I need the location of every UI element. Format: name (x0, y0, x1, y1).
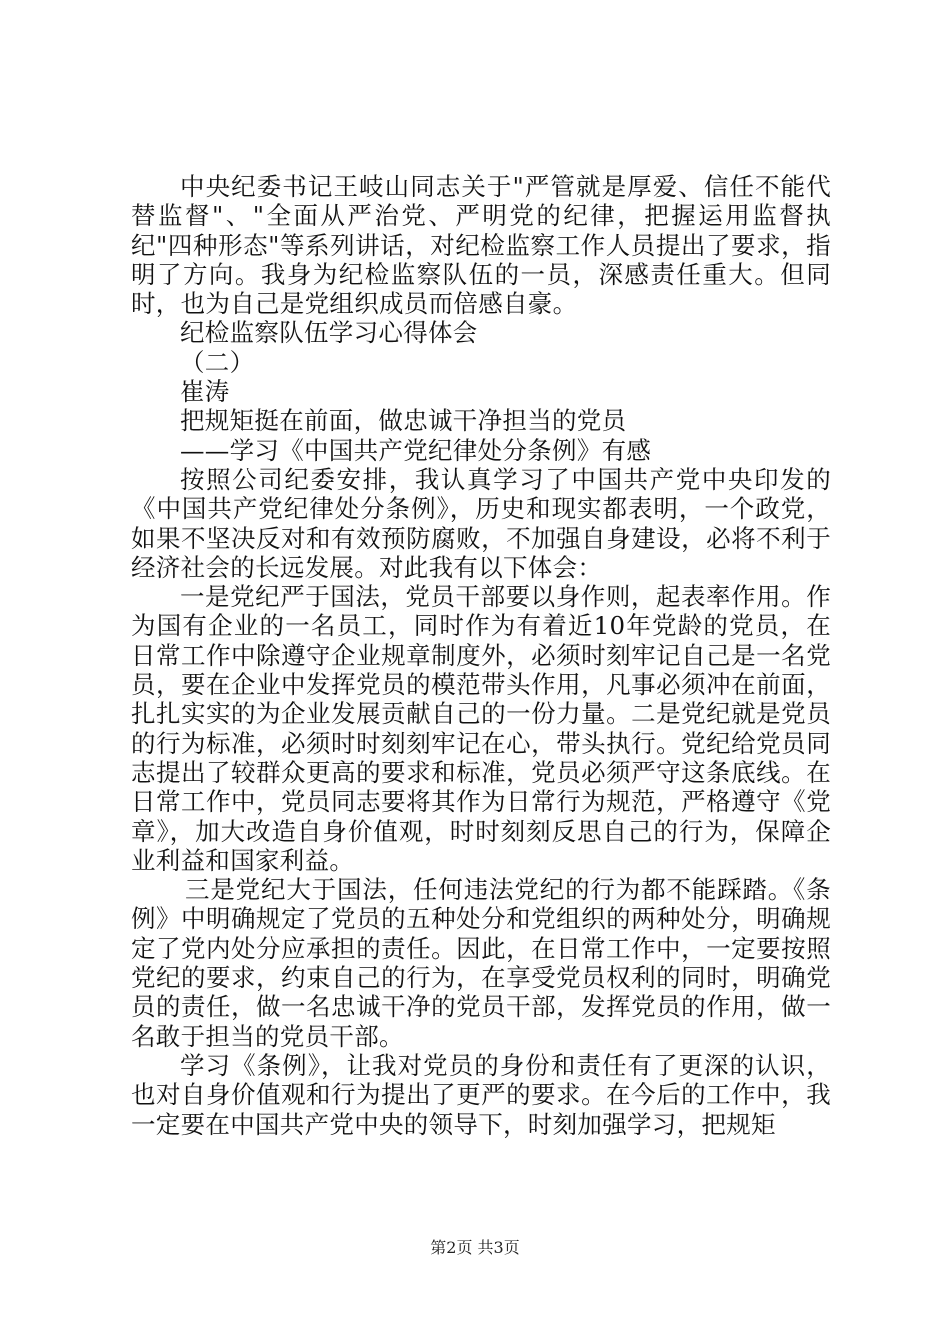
article-title: 把规矩挺在前面，做忠诚干净担当的党员 (180, 406, 627, 436)
section-number: （二） (180, 347, 255, 377)
paragraph-point-three: 三是党纪大于国法，任何违法党纪的行为都不能踩踏。《条例》中明确规定了党员的五种处分和党组织的两种处分，明确规定了党内处分应承担的责任。因此，在日常工作中，一定要按照党纪的要求，约束自己的行为，在享受党员权利的同时，明确党员的责任，做一名忠诚干净的党员干部，发挥党员的作用，做一名敢于担当的党员干部。 (131, 875, 831, 1051)
article-subtitle: ——学习《中国共产党纪律处分条例》有感 (180, 435, 652, 465)
document-title: 纪检监察队伍学习心得体会 (180, 318, 478, 348)
document-body (131, 172, 831, 1139)
paragraph-conclusion: 学习《条例》，让我对党员的身份和责任有了更深的认识，也对自身价值观和行为提出了更严的要求。在今后的工作中，我一定要在中国共产党中央的领导下，时刻加强学习，把规矩 (131, 1050, 831, 1139)
paragraph-intro: 中央纪委书记王岐山同志关于"严管就是厚爱、信任不能代替监督"、"全面从严治党、严明党的纪律，把握运用监督执纪"四种形态"等系列讲话，对纪检监察工作人员提出了要求，指明了方向。我身为纪检监察队伍的一员，深感责任重大。但同时，也为自己是党组织成员而倍感自豪。 (131, 172, 831, 319)
page-number-footer: 第2页 共3页 (430, 1238, 520, 1257)
paragraph-background: 按照公司纪委安排，我认真学习了中国共产党中央印发的《中国共产党纪律处分条例》，历史和现实都表明，一个政党，如果不坚决反对和有效预防腐败，不加强自身建设，必将不利于经济社会的长远发展。对此我有以下体会： (131, 464, 831, 582)
author-name: 崔涛 (180, 377, 230, 407)
paragraph-point-one-two: 一是党纪严于国法，党员干部要以身作则，起表率作用。作为国有企业的一名员工，同时作为有着近10年党龄的党员，在日常工作中除遵守企业规章制度外，必须时刻牢记自己是一名党员，要在企业中发挥党员的模范带头作用，凡事必须冲在前面，扎扎实实的为企业发展贡献自己的一份力量。二是党纪就是党员的行为标准，必须时时刻刻牢记在心，带头执行。党纪给党员同志提出了较群众更高的要求和标准，党员必须严守这条底线。在日常工作中，党员同志要将其作为日常行为规范，严格遵守《党章》，加大改造自身价值观，时时刻刻反思自己的行为，保障企业利益和国家利益。 (131, 582, 831, 875)
